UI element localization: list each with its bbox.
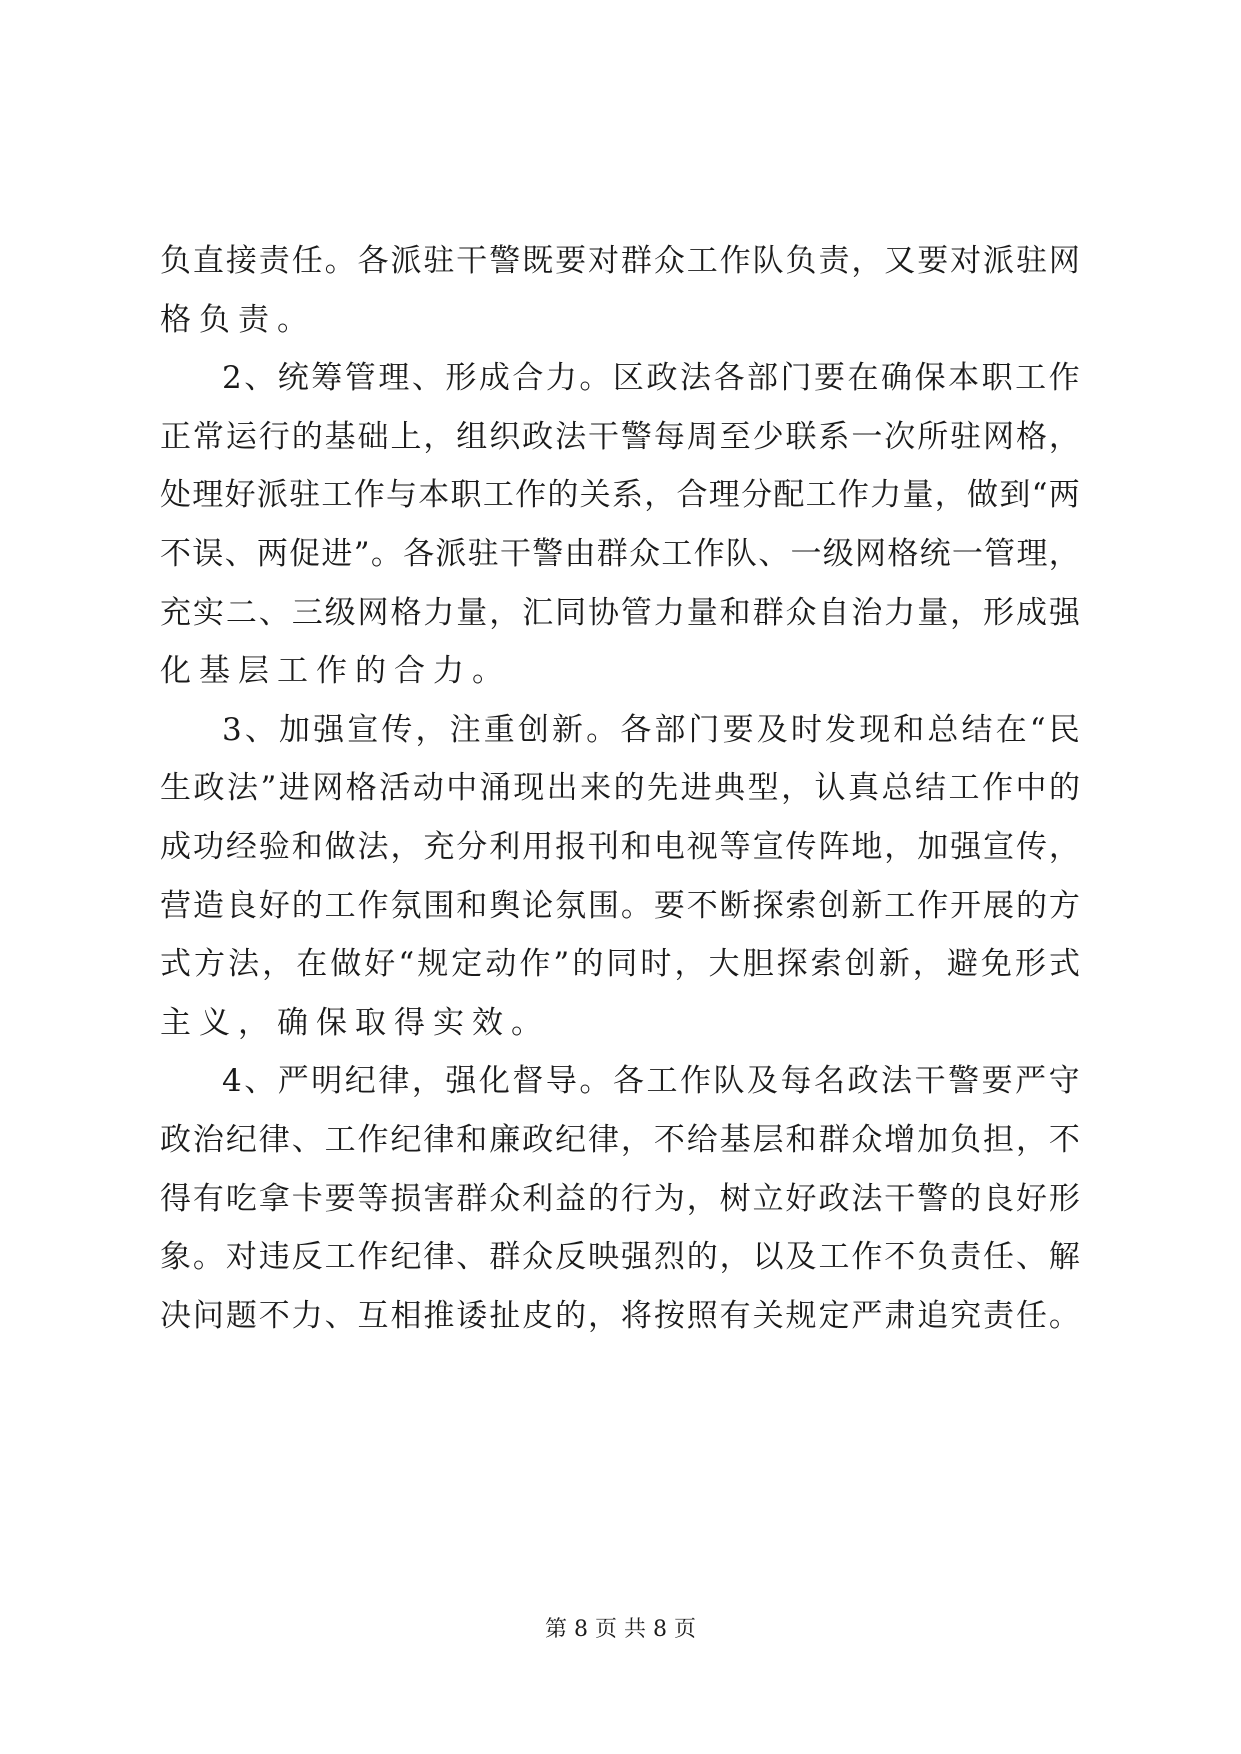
- text-line: 式 方 法 ， 在 做 好 “ 规 定 动 作 ” 的 同 时 ， 大 胆 探 索 创 新 ， 避 免 形 式: [160, 946, 1080, 983]
- text-line: 得 有 吃 拿 卡 要 等 损 害 群 众 利 益 的 行 为 ， 树 立 好 政 法 干 警 的 良 好 形: [160, 1180, 1080, 1217]
- text-line: 化基层工作的合力。: [160, 653, 511, 690]
- text-line: 4 、 严 明 纪 律 ， 强 化 督 导 。 各 工 作 队 及 每 名 政 法 干 警 要 严 守: [222, 1063, 1080, 1100]
- text-line: 营 造 良 好 的 工 作 氛 围 和 舆 论 氛 围 。 要 不 断 探 索 创 新 工 作 开 展 的 方: [160, 887, 1080, 924]
- text-line: 格负责。: [160, 301, 316, 338]
- text-line: 正 常 运 行 的 基 础 上 ， 组 织 政 法 干 警 每 周 至 少 联 系 一 次 所 驻 网 格 ，: [160, 418, 1080, 455]
- text-line: 3 、 加 强 宣 传 ， 注 重 创 新 。 各 部 门 要 及 时 发 现 和 总 结 在 “ 民: [222, 711, 1080, 748]
- text-line: 政 治 纪 律 、 工 作 纪 律 和 廉 政 纪 律 ， 不 给 基 层 和 群 众 增 加 负 担 ， 不: [160, 1121, 1080, 1158]
- text-line: 决 问 题 不 力 、 互 相 推 诿 扯 皮 的 ， 将 按 照 有 关 规 定 严 肃 追 究 责 任 。: [160, 1297, 1080, 1334]
- text-line: 成 功 经 验 和 做 法 ， 充 分 利 用 报 刊 和 电 视 等 宣 传 阵 地 ， 加 强 宣 传 ，: [160, 828, 1080, 865]
- text-line: 主义，确保取得实效。: [160, 1004, 550, 1041]
- text-line: 2 、 统 筹 管 理 、 形 成 合 力 。 区 政 法 各 部 门 要 在 确 保 本 职 工 作: [222, 360, 1080, 397]
- text-line: 负 直 接 责 任 。 各 派 驻 干 警 既 要 对 群 众 工 作 队 负 责 ， 又 要 对 派 驻 网: [160, 243, 1080, 279]
- document-body: [160, 232, 1080, 1345]
- text-line: 处 理 好 派 驻 工 作 与 本 职 工 作 的 关 系 ， 合 理 分 配 工 作 力 量 ， 做 到 “ 两: [160, 477, 1080, 514]
- text-line: 充 实 二 、 三 级 网 格 力 量 ， 汇 同 协 管 力 量 和 群 众 自 治 力 量 ， 形 成 强: [160, 594, 1080, 631]
- text-line: 生 政 法 ” 进 网 格 活 动 中 涌 现 出 来 的 先 进 典 型 ， 认 真 总 结 工 作 中 的: [160, 770, 1080, 807]
- page-footer: 第 8 页 共 8 页: [545, 1617, 696, 1642]
- text-line: 不 误 、 两 促 进 ” 。 各 派 驻 干 警 由 群 众 工 作 队 、 一 级 网 格 统 一 管 理 ，: [160, 535, 1080, 572]
- text-line: 象 。 对 违 反 工 作 纪 律 、 群 众 反 映 强 烈 的 ， 以 及 工 作 不 负 责 任 、 解: [160, 1239, 1080, 1276]
